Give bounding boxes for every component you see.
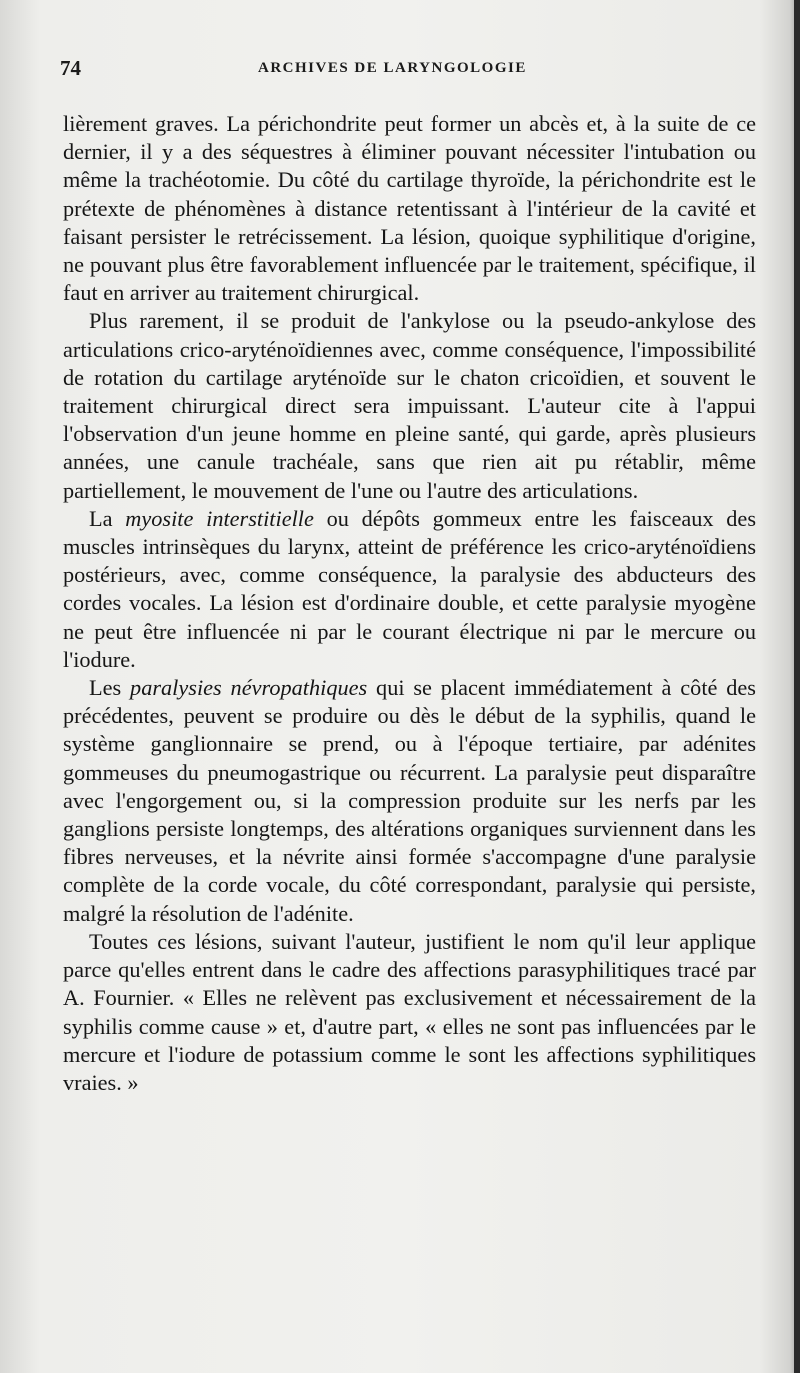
paragraph-rest: ou dépôts gommeux entre les faisceaux des muscles intrinsèques du larynx, atteint de préférence les crico-aryténoïdiens postérieurs, avec, comme conséquence, la paralysie des abducteurs des cordes vocales. La lésion est d'ordinaire double, et cette paralysie myogène ne peut être influencée ni par le courant électrique ni par le mercure ou l'iodure. (63, 505, 757, 672)
paragraph-text: lièrement graves. La périchondrite peut former un abcès et, à la suite de ce dernier, il y a des séquestres à éliminer pouvant nécessiter l'intubation ou même la trachéotomie. Du côté du cartilage thyroïde, la périchondrite est le prétexte de phénomènes à distance retentissant à l'intérieur de la cavité et faisant persister le retrécissement. La lésion, quoique syphilitique d'origine, ne pouvant plus être favorablement influencée par le traitement, spécifique, il faut en arriver au traitement chirurgical. (63, 111, 756, 306)
italic-term: paralysies névropathiques (130, 675, 368, 701)
paragraph-text: Plus rarement, il se produit de l'ankylose ou la pseudo-ankylose des articulations crico-aryténoïdiennes avec, comme conséquence, l'impossibilité de rotation du cartilage aryténoïde sur le chaton cricoïdien, et souvent le traitement chirurgical direct sera impuissant. L'auteur cite à l'appui l'observation d'un jeune homme en pleine santé, qui garde, après plusieurs années, une canule trachéale, sans que rien ait pu rétablir, même partiellement, le mouvement de l'une ou l'autre des articulations. (63, 308, 756, 503)
paragraph-conclusion (63, 928, 756, 1097)
page-edge-shadow (794, 0, 800, 1373)
paragraph-text: Toutes ces lésions, suivant l'auteur, justifient le nom qu'il leur applique parce qu'elles entrent dans le cadre des affections parasyphilitiques tracé par A. Fournier. « Elles ne relèvent pas exclusivement et nécessairement de la syphilis comme cause » et, d'autre part, « elles ne sont pas influencées par le mercure et l'iodure de potassium comme le sont les affections syphilitiques vraies. » (63, 928, 756, 1095)
page-header (60, 56, 760, 86)
paragraph-intro: Les (89, 675, 131, 701)
paragraph-intro: La (89, 505, 126, 531)
paragraph-myosite (63, 505, 756, 674)
paragraph-continuation (63, 110, 756, 307)
page-number: 74 (60, 56, 81, 80)
running-title: ARCHIVES DE LARYNGOLOGIE (258, 60, 527, 76)
italic-term: myosite interstitielle (125, 505, 314, 531)
article-body (63, 110, 756, 1097)
paragraph-paralysies (63, 674, 756, 928)
paragraph-rest: qui se placent immédiatement à côté des précédentes, peuvent se produire ou dès le début de la syphilis, quand le système ganglionnaire se prend, ou à l'époque tertiaire, par adénites gommeuses du pneumogastrique ou récurrent. La paralysie peut disparaître avec l'engorgement ou, si la compression produite sur les nerfs par les ganglions persiste longtemps, des altérations organiques surviennent dans les fibres nerveuses, et la névrite ainsi formée s'accompagne d'une paralysie complète de la corde vocale, du côté correspondant, paralysie qui persiste, malgré la résolution de l'adénite. (63, 675, 756, 926)
paragraph-ankylose (63, 307, 756, 504)
